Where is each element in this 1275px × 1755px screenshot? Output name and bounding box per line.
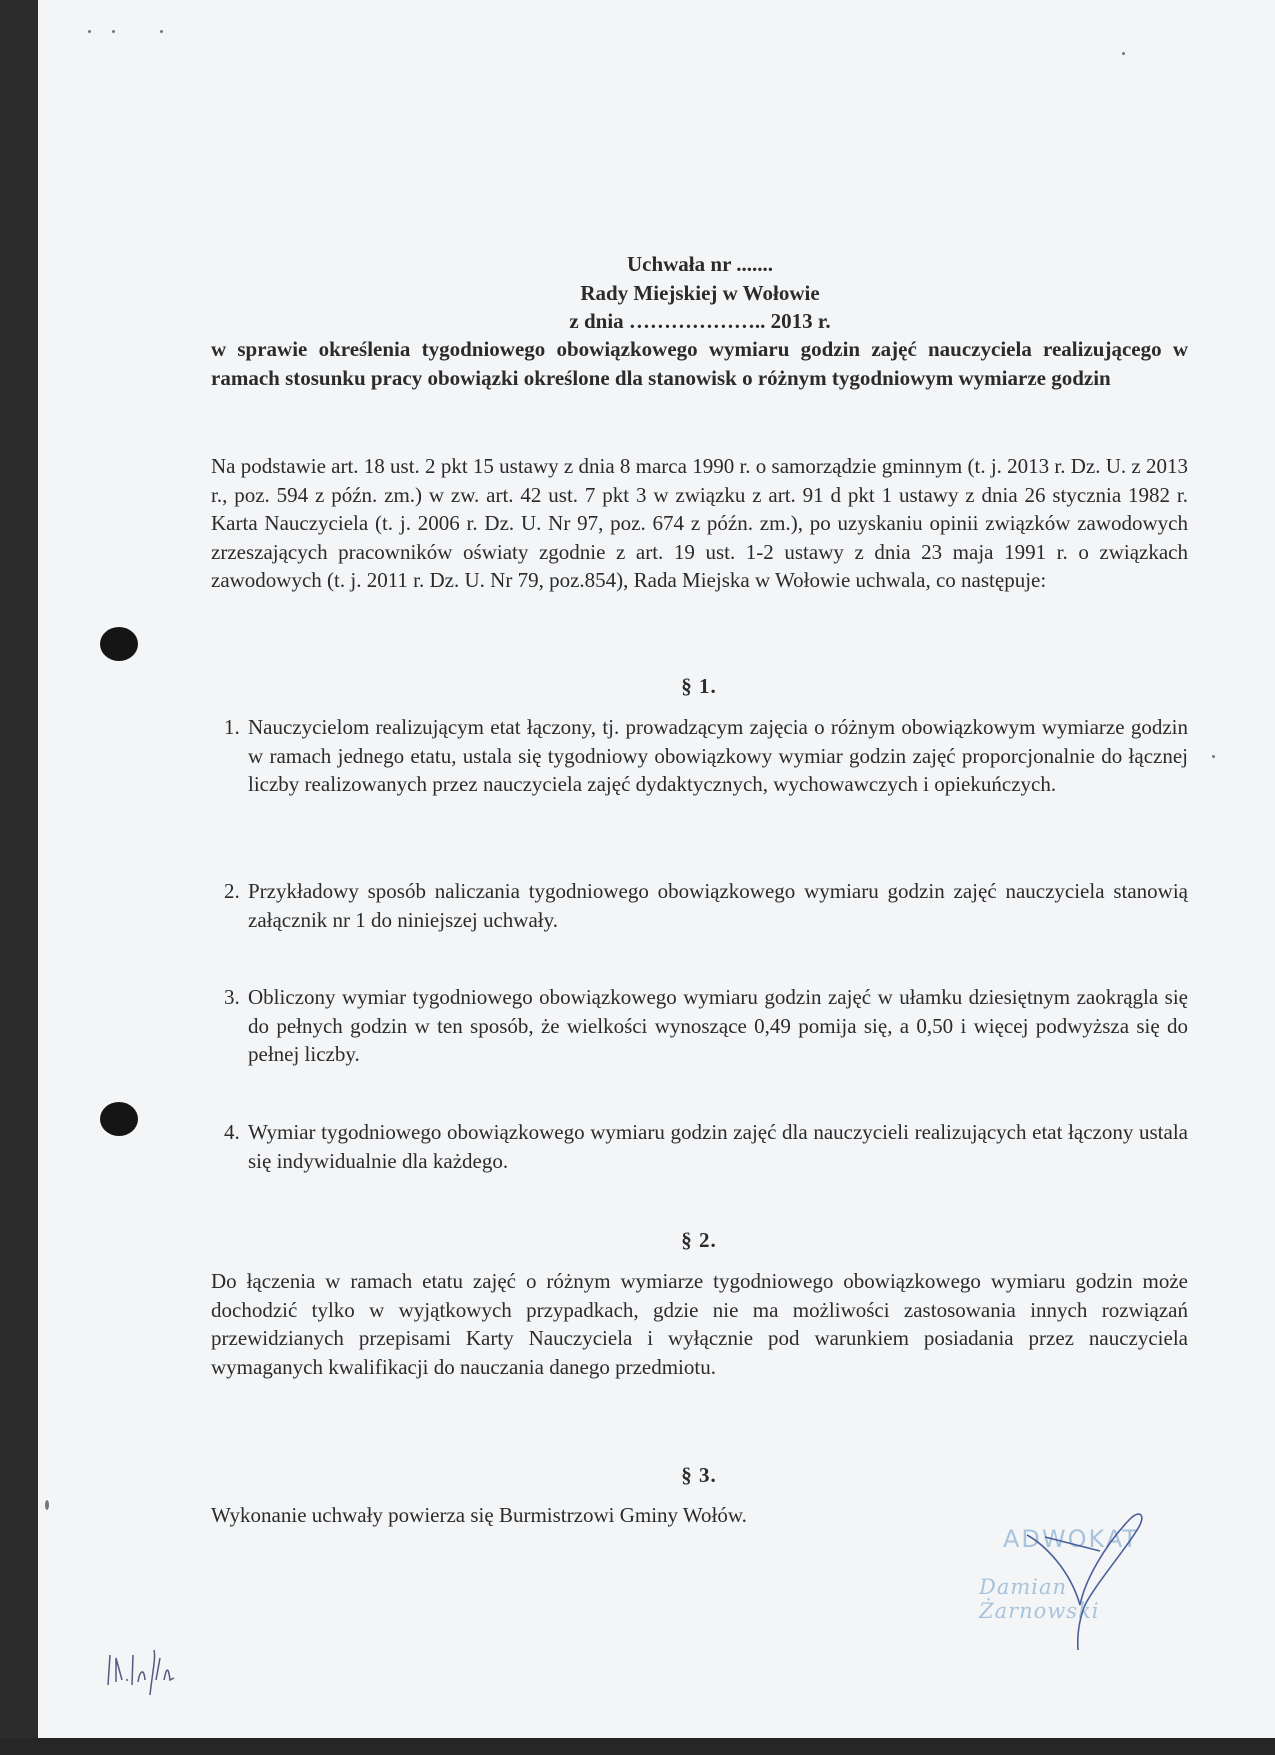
scan-speck (45, 1500, 49, 1510)
scan-speck (88, 30, 91, 33)
punch-hole-lower (100, 1102, 138, 1136)
document-preamble: Na podstawie art. 18 ust. 2 pkt 15 ustawy z dnia 8 marca 1990 r. o samorządzie gminnym (t. j. 2013 r. Dz. U. z 2013 r., poz. 594 z późn. zm.) w zw. art. 42 ust. 7 pkt 3 w związku z art. 91 d pkt 1 ustawy z dnia 26 stycznia 1982 r. Karta Nauczyciela (t. j. 2006 r. Dz. U. Nr 97, poz. 674 z późn. zm.), po uzyskaniu opinii związków zawodowych zrzeszających pracowników oświaty zgodnie z art. 19 ust. 1-2 ustawy z dnia 23 maja 1991 r. o związkach zawodowych (t. j. 2011 r. Dz. U. Nr 79, poz.854), Rada Miejska w Wołowie uchwala, co następuje: (211, 454, 1188, 592)
document-heading (0, 250, 1275, 336)
item-number: 2. (224, 879, 240, 903)
section-1-item (224, 983, 1188, 1069)
section-2-text: Do łączenia w ramach etatu zajęć o różnym wymiarze tygodniowego obowiązkowego wymiaru godzin może dochodzić tylko w wyjątkowych przypadkach, gdzie nie ma możliwości zastosowania innych rozwiązań przewidzianych przepisami Karty Nauczyciela i wyłącznie pod warunkiem posiadania przez nauczyciela wymaganych kwalifikacji do nauczania danego przedmiotu. (211, 1269, 1188, 1379)
section-1-item (224, 1118, 1188, 1175)
section-3-label: § 3. (681, 1463, 717, 1487)
scan-speck (112, 30, 115, 33)
stamp-signature (975, 1505, 1195, 1665)
item-number: 1. (224, 715, 240, 739)
item-text: Wymiar tygodniowego obowiązkowego wymiaru godzin zajęć dla nauczycieli realizujących etat łączony ustala się indywidualnie dla każdego. (248, 1120, 1188, 1173)
scan-bottom-edge (0, 1738, 1275, 1755)
heading-council: Rady Miejskiej w Wołowie (580, 280, 820, 305)
section-1-label: § 1. (681, 674, 717, 698)
item-text: Nauczycielom realizującym etat łączony, tj. prowadzącym zajęcia o różnym obowiązkowym wymiarze godzin w ramach jednego etatu, ustala się tygodniowy obowiązkowy wymiar godzin zajęć proporcjonalnie do łącznej liczby realizowanych przez nauczyciela zajęć dydaktycznych, wychowawczych i opiekuńczych. (248, 715, 1188, 796)
punch-hole-upper (100, 627, 138, 661)
item-number: 3. (224, 985, 240, 1009)
item-text: Obliczony wymiar tygodniowego obowiązkowego wymiaru godzin zajęć w ułamku dziesiętnym zaokrągla się do pełnych godzin w ten sposób, że wielkości wynoszące 0,49 pomija się, a 0,50 i więcej podwyższa się do pełnej liczby. (248, 985, 1188, 1066)
scan-speck (160, 30, 163, 33)
item-text: Przykładowy sposób naliczania tygodniowego obowiązkowego wymiaru godzin zajęć nauczyciela stanowią załącznik nr 1 do niniejszej uchwały. (248, 879, 1188, 932)
heading-resolution-number: Uchwała nr ....... (626, 252, 774, 276)
item-number: 4. (224, 1120, 240, 1144)
heading-date: z dnia ……………….. 2013 r. (569, 309, 831, 333)
document-subject: w sprawie określenia tygodniowego obowiązkowego wymiaru godzin zajęć nauczyciela realizującego w ramach stosunku pracy obowiązki określone dla stanowisk o różnym tygodniowym wymiarze godzin (211, 337, 1188, 390)
stamp-title: ADWOKAT (1003, 1525, 1140, 1553)
initials-signature (100, 1640, 190, 1715)
scan-speck (1122, 52, 1125, 55)
section-1-item (224, 713, 1188, 799)
section-3-text: Wykonanie uchwały powierza się Burmistrzowi Gminy Wołów. (211, 1503, 747, 1527)
section-1-item (224, 877, 1188, 934)
section-2-label: § 2. (681, 1228, 717, 1252)
lawyer-stamp (975, 1505, 1195, 1665)
stamp-name: Damian Żarnowski (979, 1575, 1100, 1623)
scan-speck (1212, 755, 1215, 758)
